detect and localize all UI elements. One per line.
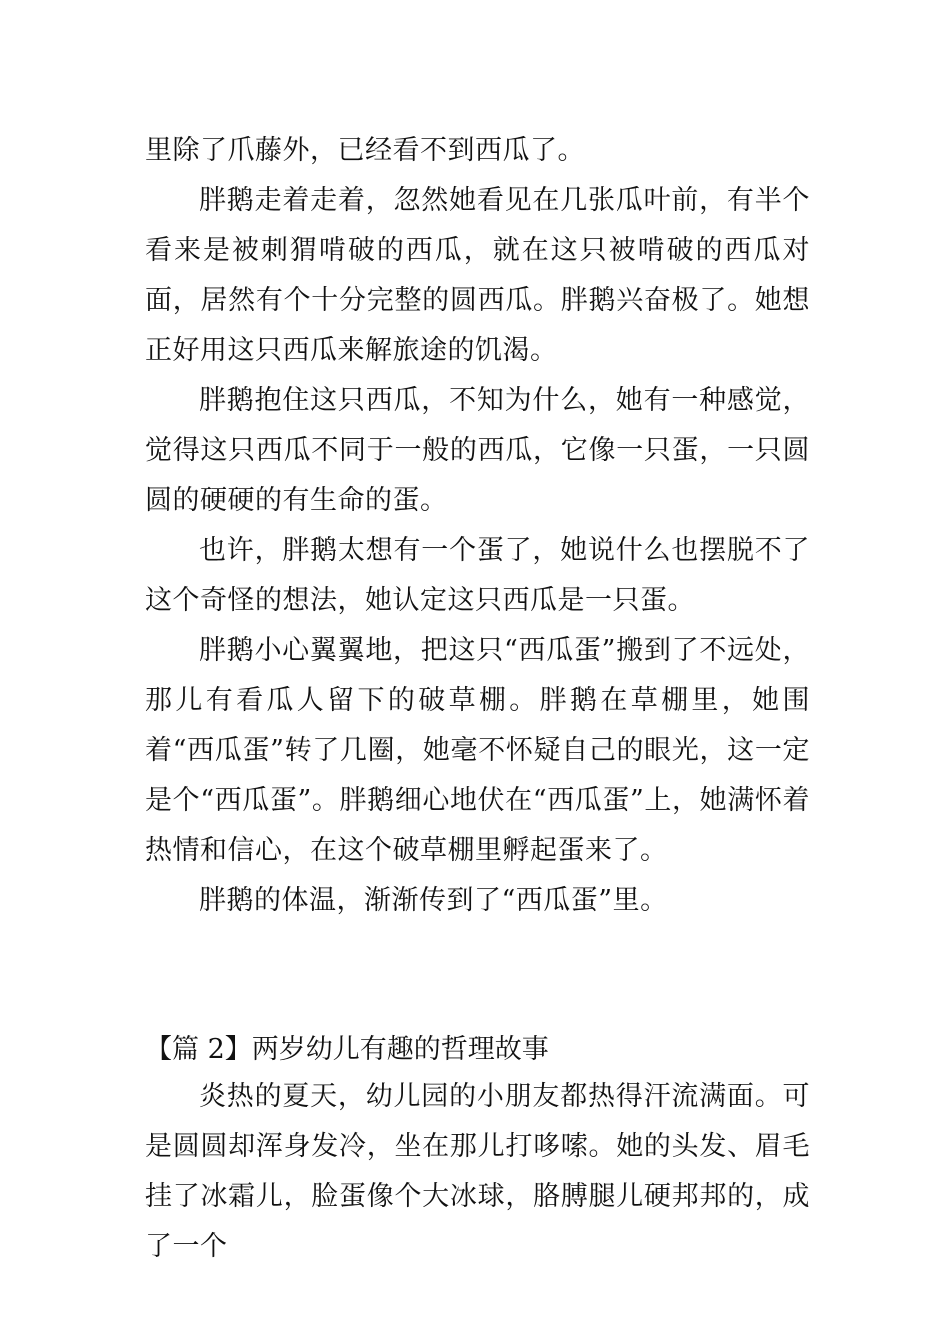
paragraph-2: 胖鹅走着走着，忽然她看见在几张瓜叶前，有半个看来是被刺猬啃破的西瓜，就在这只被啃破的西瓜对面，居然有个十分完整的圆西瓜。胖鹅兴奋极了。她想正好用这只西瓜来解旅途的饥渴。 bbox=[145, 185, 810, 366]
section-heading: 【篇 2】两岁幼儿有趣的哲理故事 bbox=[145, 1034, 549, 1065]
paragraph-4: 也许，胖鹅太想有一个蛋了，她说什么也摆脱不了这个奇怪的想法，她认定这只西瓜是一只蛋。 bbox=[145, 535, 810, 616]
section-paragraph-1: 炎热的夏天，幼儿园的小朋友都热得汗流满面。可是圆圆却浑身发冷，坐在那儿打哆嗦。她的头发、眉毛挂了冰霜儿，脸蛋像个大冰球，胳膊腿儿硬邦邦的，成了一个 bbox=[145, 1081, 810, 1262]
paragraph-6: 胖鹅的体温，渐渐传到了“西瓜蛋”里。 bbox=[199, 885, 668, 916]
paragraph-3: 胖鹅抱住这只西瓜，不知为什么，她有一种感觉，觉得这只西瓜不同于一般的西瓜，它像一只蛋，一只圆圆的硬硬的有生命的蛋。 bbox=[145, 385, 810, 516]
paragraph-1: 里除了爪藤外，已经看不到西瓜了。 bbox=[145, 135, 585, 166]
paragraph-5: 胖鹅小心翼翼地，把这只“西瓜蛋”搬到了不远处，那儿有看瓜人留下的破草棚。胖鹅在草棚里，她围着“西瓜蛋”转了几圈，她毫不怀疑自己的眼光，这一定是个“西瓜蛋”。胖鹅细心地伏在“西瓜蛋”上，她满怀着热情和信心，在这个破草棚里孵起蛋来了。 bbox=[145, 635, 810, 866]
